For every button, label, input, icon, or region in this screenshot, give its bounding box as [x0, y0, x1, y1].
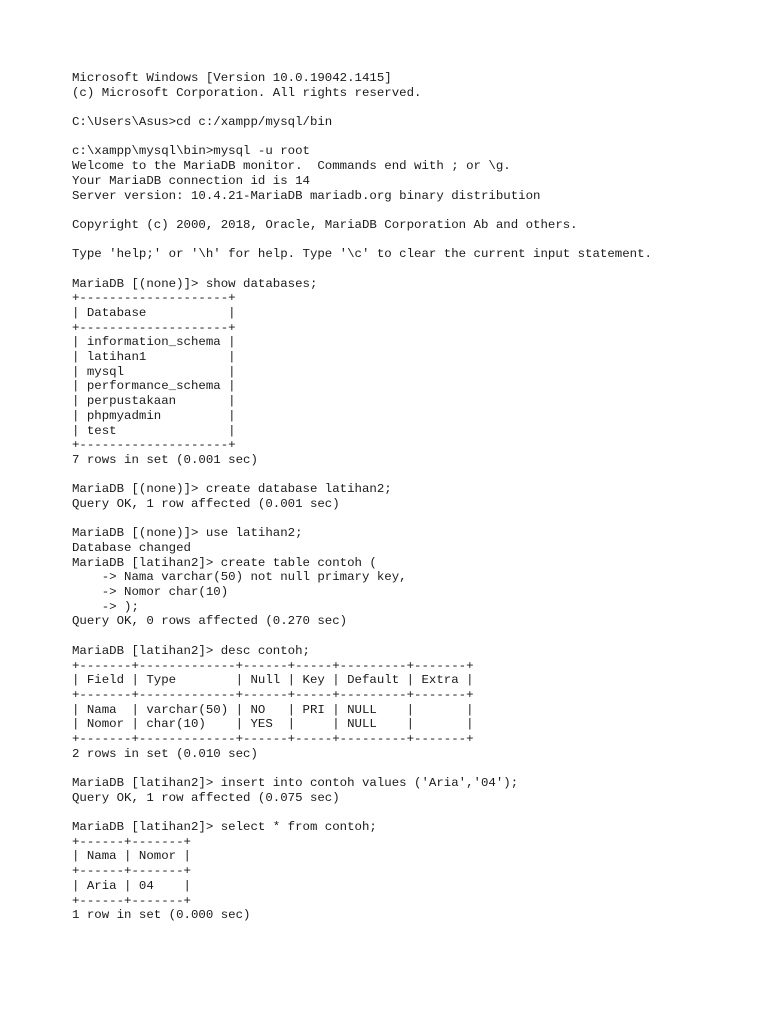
terminal-line: MariaDB [latihan2]> insert into contoh values ('Aria','04'); [72, 776, 519, 790]
terminal-line: | performance_schema | [72, 379, 236, 394]
terminal-line [72, 629, 752, 644]
terminal-line: Type 'help;' or '\h' for help. Type '\c' to clear the current input statement. [72, 247, 652, 262]
terminal-line [72, 130, 752, 145]
terminal-line: MariaDB [(none)]> use latihan2; [72, 526, 303, 541]
terminal-line: | Field | Type | Null | Key | Default | Extra | [72, 673, 474, 688]
terminal-line: | latihan1 | [72, 350, 236, 365]
terminal-line [72, 761, 752, 776]
terminal-line: | information_schema | [72, 335, 236, 350]
terminal-line: +------+-------+ [72, 834, 191, 849]
terminal-line: MariaDB [latihan2]> desc contoh; [72, 643, 310, 658]
terminal-line: | Nama | Nomor | [72, 849, 191, 864]
terminal-line: Microsoft Windows [Version 10.0.19042.1415] [72, 71, 392, 85]
terminal-line [72, 233, 752, 248]
terminal-line: | mysql | [72, 364, 236, 379]
terminal-line: 7 rows in set (0.001 sec) [72, 452, 258, 467]
terminal-line: | test | [72, 423, 236, 438]
terminal-line: +-------+-------------+------+-----+---------+-------+ [72, 687, 474, 702]
terminal-line: | Database | [72, 306, 236, 320]
terminal-line: | phpmyadmin | [72, 408, 236, 423]
terminal-line: c:\xampp\mysql\bin>mysql -u root [72, 144, 310, 159]
terminal-line: +--------------------+ [72, 320, 236, 335]
terminal-line: 1 row in set (0.000 sec) [72, 908, 251, 923]
terminal-line: Your MariaDB connection id is 14 [72, 173, 310, 188]
terminal-line: | Nama | varchar(50) | NO | PRI | NULL | | [72, 702, 474, 717]
terminal-line [72, 468, 752, 483]
terminal-line: Database changed [72, 541, 191, 555]
terminal-line: Query OK, 1 row affected (0.001 sec) [72, 496, 340, 511]
terminal-line: | Aria | 04 | [72, 878, 191, 893]
terminal-line: Server version: 10.4.21-MariaDB mariadb.org binary distribution [72, 188, 541, 203]
terminal-line [72, 805, 752, 820]
terminal-line: (c) Microsoft Corporation. All rights reserved. [72, 85, 422, 100]
terminal-line: Copyright (c) 2000, 2018, Oracle, MariaDB Corporation Ab and others. [72, 217, 578, 232]
terminal-line: MariaDB [(none)]> show databases; [72, 276, 318, 291]
terminal-line: | Nomor | char(10) | YES | | NULL | | [72, 717, 474, 732]
terminal-line: -> ); [72, 599, 139, 614]
terminal-line [72, 100, 752, 115]
terminal-line: | perpustakaan | [72, 394, 236, 409]
terminal-line: MariaDB [latihan2]> select * from contoh; [72, 820, 377, 835]
terminal-line: Query OK, 0 rows affected (0.270 sec) [72, 614, 348, 629]
terminal-line: +------+-------+ [72, 893, 191, 908]
terminal-output [72, 71, 752, 923]
terminal-line: Query OK, 1 row affected (0.075 sec) [72, 790, 340, 805]
terminal-line: +-------+-------------+------+-----+---------+-------+ [72, 658, 474, 673]
terminal-line: +--------------------+ [72, 438, 236, 453]
terminal-line: MariaDB [latihan2]> create table contoh ( [72, 555, 377, 570]
terminal-line: MariaDB [(none)]> create database latihan2; [72, 482, 392, 497]
terminal-line: Welcome to the MariaDB monitor. Commands end with ; or \g. [72, 159, 511, 174]
terminal-line: 2 rows in set (0.010 sec) [72, 746, 258, 761]
terminal-line: -> Nama varchar(50) not null primary key, [72, 570, 407, 585]
terminal-line: -> Nomor char(10) [72, 585, 229, 600]
terminal-line [72, 262, 752, 277]
terminal-line: +------+-------+ [72, 864, 191, 879]
terminal-line [72, 203, 752, 218]
terminal-line: +--------------------+ [72, 291, 236, 306]
terminal-line: +-------+-------------+------+-----+---------+-------+ [72, 731, 474, 746]
terminal-line: C:\Users\Asus>cd c:/xampp/mysql/bin [72, 115, 333, 130]
terminal-line [72, 512, 752, 527]
